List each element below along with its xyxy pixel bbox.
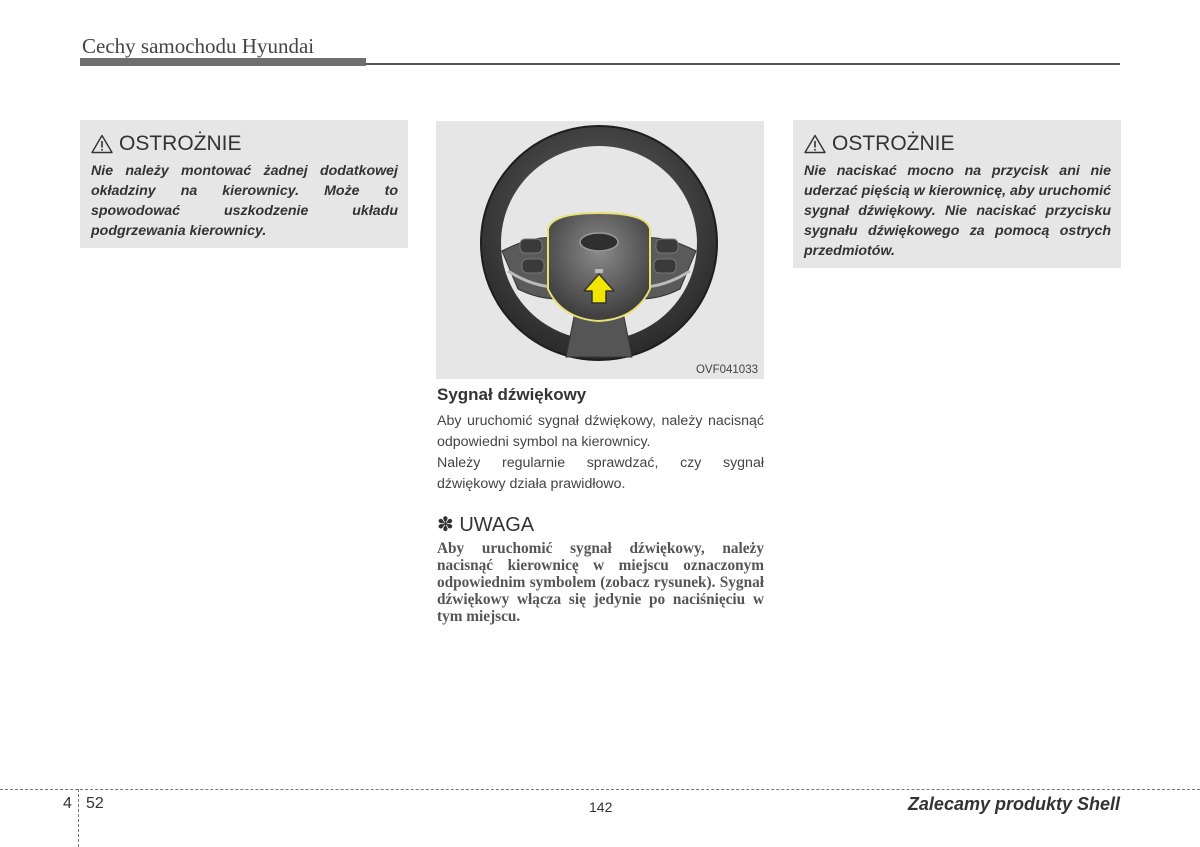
caution-text-right: Nie naciskać mocno na przycisk ani nie uderzać pięścią w kierownicę, aby uruchomić sygnał dźwiękowy. Nie naciskać przycisku sygnału dźwiękowego za pomocą ostrych przedmiotów.	[804, 163, 1111, 259]
header-bar	[80, 58, 366, 66]
warning-triangle-icon	[91, 134, 113, 154]
caution-title-text: OSTROŻNIE	[832, 132, 955, 155]
footer-page-number: 52	[86, 795, 104, 812]
caution-title-left	[91, 132, 398, 156]
steering-wheel-horn-image	[436, 121, 764, 379]
caution-title-right	[804, 132, 1111, 156]
body-paragraph-2: Należy regularnie sprawdzać, czy sygnał dźwiękowy działa prawidłowo.	[437, 455, 764, 492]
caution-box-left	[80, 120, 408, 248]
caution-box-right	[793, 120, 1121, 268]
footer-divider	[0, 789, 1200, 790]
caution-title-text: OSTROŻNIE	[119, 132, 242, 155]
footer-chapter: 4	[63, 795, 72, 812]
steering-wheel-figure	[436, 121, 764, 379]
header-rule	[366, 63, 1120, 65]
footer-center-number: 142	[589, 799, 613, 815]
footer-vertical-divider	[78, 789, 79, 847]
body-paragraph-1: Aby uruchomić sygnał dźwiękowy, należy nacisnąć odpowiedni symbol na kierownicy.	[437, 413, 764, 450]
header-title: Cechy samochodu Hyundai	[82, 34, 315, 58]
footer-slogan: Zalecamy produkty Shell	[907, 794, 1120, 814]
figure-code: OVF041033	[695, 364, 758, 376]
caution-text-left: Nie należy montować żadnej dodatkowej okładziny na kierownicy. Może to spowodować uszkodzenie układu podgrzewania kierownicy.	[91, 163, 398, 239]
section-heading: Sygnał dźwiękowy	[437, 385, 587, 404]
note-title: ✽ UWAGA	[437, 514, 535, 536]
note-text: Aby uruchomić sygnał dźwiękowy, należy nacisnąć kierownicę w miejscu oznaczonym odpowiednim symbolem (zobacz rysunek). Sygnał dźwiękowy włącza się jedynie po naciśnięciu w tym miejscu.	[437, 540, 764, 625]
warning-triangle-icon	[804, 134, 826, 154]
